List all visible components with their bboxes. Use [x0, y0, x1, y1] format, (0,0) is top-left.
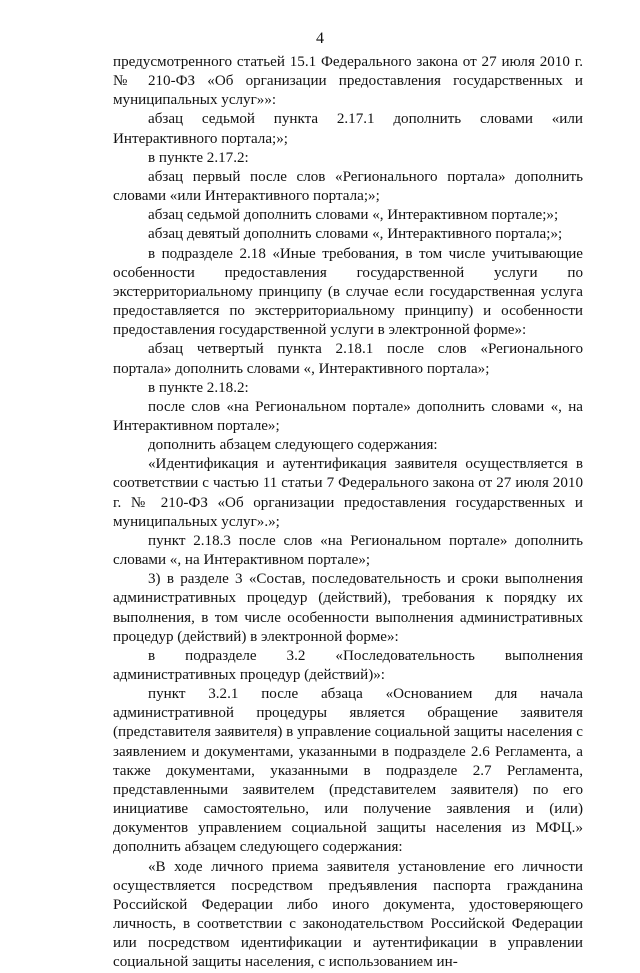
paragraph: 3) в разделе 3 «Состав, последовательность и сроки выполнения административных процедур (действий), требования к порядку их выполнения, в том числе особенности выполнения административных процедур (действий) в электронной форме»: — [113, 571, 583, 645]
paragraph: в пункте 2.18.2: — [148, 379, 249, 396]
paragraph: пункт 3.2.1 после абзаца «Основанием для начала административной процедуры является обращение заявителя (представителя заявителя) в управление социальной защиты населения с заявлением и документами, указанными в подразделе 2.6 Регламента, а также документами, указанными в подразделе 2.7 Регламента, представленными заявителем (представителем заявителя) по его инициативе самостоятельно, или получение заявления и (или) документов управлением социальной защиты населения из МФЦ.» дополнить абзацем следующего содержания: — [113, 686, 583, 856]
paragraph: дополнить абзацем следующего содержания: — [148, 437, 438, 454]
paragraph: пункт 2.18.3 после слов «на Региональном портале» дополнить словами «, на Интерактивном портале»; — [113, 532, 583, 569]
paragraph: в подразделе 2.18 «Иные требования, в том числе учитывающие особенности предоставления государственной услуги по экстерриториальному принципу (в случае если государственная услуга предоставляется по экстерриториальному принципу) и особенности предоставления государственной услуги в электронной форме»: — [113, 245, 583, 339]
paragraph: в пункте 2.17.2: — [148, 149, 249, 166]
paragraph: абзац седьмой дополнить словами «, Интерактивном портале;»; — [148, 207, 559, 224]
document-body — [113, 53, 583, 973]
paragraph: «В ходе личного приема заявителя установление его личности осуществляется посредством предъявления паспорта гражданина Российской Федерации либо иного документа, удостоверяющего личность, в соответствии с законодательством Российской Федерации или посредством идентификации и аутентификации в управлении социальной защиты населения, с использованием ин- — [113, 858, 583, 971]
paragraph: «Идентификация и аутентификация заявителя осуществляется в соответствии с частью 11 статьи 7 Федерального закона от 27 июля 2010 г. № 210-ФЗ «Об организации предоставления государственных и муниципальных услуг».»; — [113, 456, 583, 530]
paragraph: абзац первый после слов «Регионального портала» дополнить словами «или Интерактивного портала;»; — [113, 168, 583, 205]
page-number: 4 — [316, 30, 324, 47]
paragraph: предусмотренного статьей 15.1 Федерального закона от 27 июля 2010 г. № 210-ФЗ «Об организации предоставления государственных и муниципальных услуг»»: — [113, 54, 583, 109]
paragraph: абзац четвертый пункта 2.18.1 после слов «Регионального портала» дополнить словами «, Интерактивного портала»; — [113, 341, 583, 377]
paragraph: в подразделе 3.2 «Последовательность выполнения административных процедур (действий)»: — [113, 647, 583, 683]
paragraph: после слов «на Региональном портале» дополнить словами «, на Интерактивном портале»; — [113, 398, 583, 434]
paragraph: абзац девятый дополнить словами «, Интерактивного портала;»; — [148, 226, 563, 243]
paragraph: абзац седьмой пункта 2.17.1 дополнить словами «или Интерактивного портала;»; — [113, 111, 583, 147]
